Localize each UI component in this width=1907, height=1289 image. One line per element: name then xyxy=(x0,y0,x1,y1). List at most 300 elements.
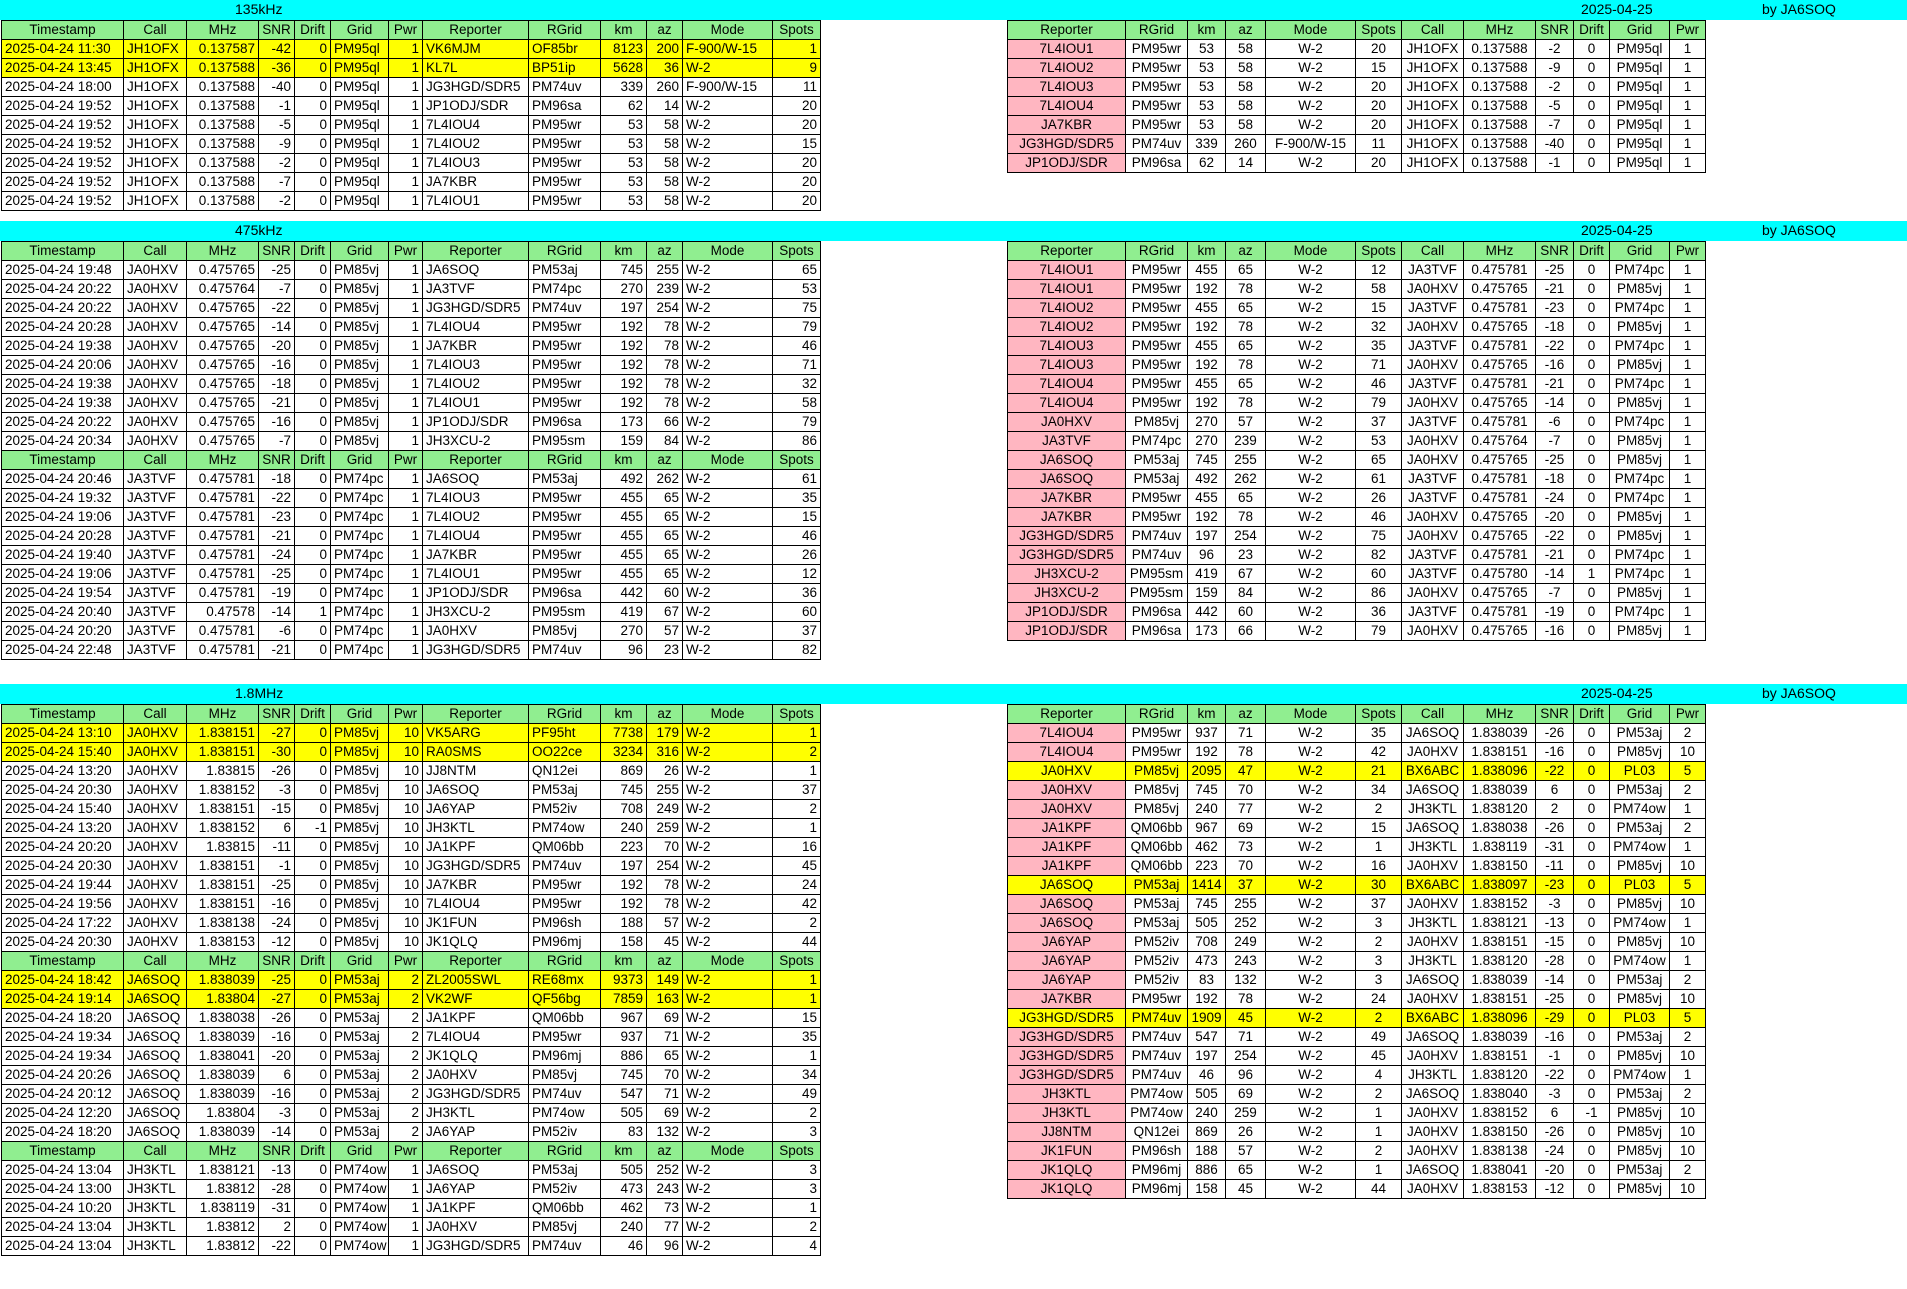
cell[interactable]: 0.475765 xyxy=(1464,394,1536,413)
column-header[interactable]: Call xyxy=(1402,21,1464,40)
cell[interactable]: PM74uv xyxy=(529,1237,601,1256)
cell[interactable]: 455 xyxy=(1188,337,1226,356)
cell[interactable]: 0 xyxy=(295,173,331,192)
cell[interactable]: 0.475765 xyxy=(187,432,259,451)
cell[interactable]: 26 xyxy=(1356,489,1402,508)
cell[interactable]: 0 xyxy=(295,78,331,97)
cell[interactable]: 0.475765 xyxy=(1464,508,1536,527)
column-header[interactable]: Mode xyxy=(683,952,773,971)
cell[interactable]: JA0HXV xyxy=(124,394,187,413)
cell[interactable]: 1 xyxy=(389,40,423,59)
cell[interactable]: PM74pc xyxy=(1610,413,1670,432)
cell[interactable]: 86 xyxy=(773,432,821,451)
cell[interactable]: JA0HXV xyxy=(1402,394,1464,413)
cell[interactable]: 0 xyxy=(295,97,331,116)
cell[interactable]: JA0HXV xyxy=(1402,318,1464,337)
cell[interactable]: PM85vj xyxy=(1610,527,1670,546)
cell[interactable]: PM85vj xyxy=(331,762,389,781)
cell[interactable]: PM74ow xyxy=(331,1218,389,1237)
cell[interactable]: 1 xyxy=(1670,1066,1706,1085)
cell[interactable]: 1.838039 xyxy=(187,1123,259,1142)
cell[interactable]: 0 xyxy=(1574,546,1610,565)
cell[interactable]: 36 xyxy=(647,59,683,78)
cell[interactable]: PM96mj xyxy=(529,933,601,952)
cell[interactable]: 78 xyxy=(647,876,683,895)
cell[interactable]: W-2 xyxy=(1266,724,1356,743)
cell[interactable]: W-2 xyxy=(683,154,773,173)
cell[interactable]: JA6SOQ xyxy=(423,261,529,280)
cell[interactable]: 0 xyxy=(295,1028,331,1047)
cell[interactable]: 2025-04-24 20:28 xyxy=(2,527,124,546)
cell[interactable]: 1 xyxy=(1670,394,1706,413)
cell[interactable]: 149 xyxy=(647,971,683,990)
cell[interactable]: 7L4IOU3 xyxy=(423,154,529,173)
cell[interactable]: 0 xyxy=(295,413,331,432)
cell[interactable]: 8123 xyxy=(601,40,647,59)
cell[interactable]: W-2 xyxy=(683,59,773,78)
cell[interactable]: JH1OFX xyxy=(124,116,187,135)
cell[interactable]: PM74uv xyxy=(1126,135,1188,154)
cell[interactable]: 10 xyxy=(389,724,423,743)
cell[interactable]: 6 xyxy=(259,1066,295,1085)
cell[interactable]: 1.838151 xyxy=(187,895,259,914)
cell[interactable]: 7L4IOU3 xyxy=(1008,356,1126,375)
cell[interactable]: PM95wr xyxy=(1126,990,1188,1009)
column-header[interactable]: km xyxy=(601,952,647,971)
cell[interactable]: 7L4IOU3 xyxy=(423,489,529,508)
cell[interactable]: PM53aj xyxy=(331,971,389,990)
cell[interactable]: 1.838120 xyxy=(1464,1066,1536,1085)
column-header[interactable]: MHz xyxy=(187,451,259,470)
cell[interactable]: 0 xyxy=(1574,990,1610,1009)
cell[interactable]: 254 xyxy=(647,299,683,318)
cell[interactable]: 2025-04-24 19:40 xyxy=(2,546,124,565)
column-header[interactable]: SNR xyxy=(1536,705,1574,724)
cell[interactable]: JG3HGD/SDR5 xyxy=(423,78,529,97)
cell[interactable]: 0 xyxy=(1574,299,1610,318)
cell[interactable]: JH3KTL xyxy=(1402,1066,1464,1085)
cell[interactable]: 197 xyxy=(601,299,647,318)
cell[interactable]: PM96sa xyxy=(1126,154,1188,173)
cell[interactable]: 1 xyxy=(1670,451,1706,470)
cell[interactable]: JP1ODJ/SDR xyxy=(1008,622,1126,641)
cell[interactable]: W-2 xyxy=(1266,1047,1356,1066)
column-header[interactable]: Drift xyxy=(295,21,331,40)
cell[interactable]: PM85vj xyxy=(331,724,389,743)
cell[interactable]: PM52iv xyxy=(529,1123,601,1142)
cell[interactable]: 192 xyxy=(601,375,647,394)
cell[interactable]: 0 xyxy=(1574,838,1610,857)
cell[interactable]: PM52iv xyxy=(1126,971,1188,990)
cell[interactable]: PM74ow xyxy=(1610,800,1670,819)
cell[interactable]: 0.475781 xyxy=(1464,489,1536,508)
cell[interactable]: W-2 xyxy=(683,1161,773,1180)
cell[interactable]: 46 xyxy=(1356,508,1402,527)
cell[interactable]: 7L4IOU1 xyxy=(1008,40,1126,59)
cell[interactable]: JA0HXV xyxy=(124,280,187,299)
column-header[interactable]: Drift xyxy=(295,952,331,971)
column-header[interactable]: RGrid xyxy=(1126,21,1188,40)
cell[interactable]: PM85vj xyxy=(1126,413,1188,432)
column-header[interactable]: Drift xyxy=(1574,242,1610,261)
cell[interactable]: 60 xyxy=(1226,603,1266,622)
cell[interactable]: PM53aj xyxy=(331,1047,389,1066)
cell[interactable]: 0 xyxy=(1574,1028,1610,1047)
cell[interactable]: PM74pc xyxy=(1610,261,1670,280)
cell[interactable]: 7L4IOU2 xyxy=(1008,299,1126,318)
cell[interactable]: JA3TVF xyxy=(124,641,187,660)
cell[interactable]: 10 xyxy=(1670,1104,1706,1123)
cell[interactable]: 1 xyxy=(389,280,423,299)
cell[interactable]: 2 xyxy=(389,971,423,990)
cell[interactable]: 62 xyxy=(601,97,647,116)
cell[interactable]: JA0HXV xyxy=(1402,1180,1464,1199)
column-header[interactable]: RGrid xyxy=(1126,705,1188,724)
cell[interactable]: 7L4IOU4 xyxy=(1008,97,1126,116)
cell[interactable]: JA7KBR xyxy=(1008,990,1126,1009)
column-header[interactable]: Grid xyxy=(331,1142,389,1161)
cell[interactable]: -26 xyxy=(1536,819,1574,838)
cell[interactable]: 240 xyxy=(601,1218,647,1237)
cell[interactable]: 1.838119 xyxy=(1464,838,1536,857)
cell[interactable]: 2 xyxy=(1670,724,1706,743)
cell[interactable]: 2025-04-24 19:52 xyxy=(2,154,124,173)
cell[interactable]: 547 xyxy=(601,1085,647,1104)
cell[interactable]: PM85vj xyxy=(529,1066,601,1085)
cell[interactable]: 15 xyxy=(773,508,821,527)
cell[interactable]: 35 xyxy=(773,489,821,508)
cell[interactable]: 0.137588 xyxy=(187,192,259,211)
cell[interactable]: -7 xyxy=(259,280,295,299)
cell[interactable]: 96 xyxy=(1188,546,1226,565)
cell[interactable]: 20 xyxy=(773,154,821,173)
cell[interactable]: 83 xyxy=(601,1123,647,1142)
column-header[interactable]: Timestamp xyxy=(2,705,124,724)
cell[interactable]: 71 xyxy=(773,356,821,375)
cell[interactable]: -2 xyxy=(1536,40,1574,59)
column-header[interactable]: Mode xyxy=(683,705,773,724)
cell[interactable]: 0 xyxy=(1574,508,1610,527)
column-header[interactable]: Drift xyxy=(295,1142,331,1161)
cell[interactable]: 2025-04-24 19:38 xyxy=(2,375,124,394)
cell[interactable]: PM74ow xyxy=(1126,1104,1188,1123)
cell[interactable]: W-2 xyxy=(1266,895,1356,914)
cell[interactable]: 65 xyxy=(647,489,683,508)
cell[interactable]: 46 xyxy=(773,527,821,546)
cell[interactable]: 1.838152 xyxy=(1464,1104,1536,1123)
cell[interactable]: 7L4IOU1 xyxy=(423,394,529,413)
cell[interactable]: JH3KTL xyxy=(124,1161,187,1180)
cell[interactable]: 78 xyxy=(647,356,683,375)
cell[interactable]: 5 xyxy=(1670,1009,1706,1028)
cell[interactable]: F-900/W-15 xyxy=(1266,135,1356,154)
cell[interactable]: 0 xyxy=(295,337,331,356)
cell[interactable]: 192 xyxy=(1188,990,1226,1009)
cell[interactable]: 1 xyxy=(389,1180,423,1199)
cell[interactable]: JA0HXV xyxy=(1008,762,1126,781)
cell[interactable]: 2025-04-24 10:20 xyxy=(2,1199,124,1218)
cell[interactable]: 46 xyxy=(1188,1066,1226,1085)
cell[interactable]: -31 xyxy=(1536,838,1574,857)
cell[interactable]: PM96sa xyxy=(529,97,601,116)
cell[interactable]: 1.838041 xyxy=(187,1047,259,1066)
cell[interactable]: 1 xyxy=(389,59,423,78)
column-header[interactable]: RGrid xyxy=(1126,242,1188,261)
cell[interactable]: JH3KTL xyxy=(423,819,529,838)
cell[interactable]: 78 xyxy=(647,895,683,914)
cell[interactable]: W-2 xyxy=(1266,933,1356,952)
cell[interactable]: 58 xyxy=(1356,280,1402,299)
cell[interactable]: 0 xyxy=(295,1218,331,1237)
column-header[interactable]: Pwr xyxy=(389,451,423,470)
cell[interactable]: 0 xyxy=(1574,489,1610,508)
cell[interactable]: 58 xyxy=(647,154,683,173)
cell[interactable]: W-2 xyxy=(683,876,773,895)
column-header[interactable]: Drift xyxy=(295,242,331,261)
cell[interactable]: JG3HGD/SDR5 xyxy=(423,1237,529,1256)
cell[interactable]: PM85vj xyxy=(331,394,389,413)
cell[interactable]: JA6SOQ xyxy=(423,470,529,489)
cell[interactable]: -20 xyxy=(259,1047,295,1066)
cell[interactable]: 192 xyxy=(1188,280,1226,299)
cell[interactable]: W-2 xyxy=(1266,838,1356,857)
cell[interactable]: PM74uv xyxy=(1126,546,1188,565)
cell[interactable]: -23 xyxy=(1536,876,1574,895)
cell[interactable]: 53 xyxy=(601,192,647,211)
cell[interactable]: 1 xyxy=(389,97,423,116)
cell[interactable]: 57 xyxy=(1226,1142,1266,1161)
cell[interactable]: 7L4IOU4 xyxy=(1008,394,1126,413)
cell[interactable]: 197 xyxy=(1188,1047,1226,1066)
column-header[interactable]: az xyxy=(647,21,683,40)
cell[interactable]: -23 xyxy=(1536,299,1574,318)
cell[interactable]: 0 xyxy=(295,432,331,451)
cell[interactable]: PM95wr xyxy=(1126,78,1188,97)
column-header[interactable]: MHz xyxy=(1464,705,1536,724)
cell[interactable]: 0 xyxy=(295,527,331,546)
cell[interactable]: 23 xyxy=(647,641,683,660)
cell[interactable]: 0.475781 xyxy=(1464,603,1536,622)
cell[interactable]: 339 xyxy=(1188,135,1226,154)
cell[interactable]: W-2 xyxy=(683,337,773,356)
column-header[interactable]: km xyxy=(601,21,647,40)
cell[interactable]: W-2 xyxy=(1266,1180,1356,1199)
cell[interactable]: 0.475781 xyxy=(1464,261,1536,280)
cell[interactable]: 270 xyxy=(601,280,647,299)
cell[interactable]: 79 xyxy=(1356,394,1402,413)
cell[interactable]: W-2 xyxy=(1266,1085,1356,1104)
cell[interactable]: PM74uv xyxy=(529,78,601,97)
cell[interactable]: JA0HXV xyxy=(124,819,187,838)
cell[interactable]: 2025-04-24 19:48 xyxy=(2,261,124,280)
cell[interactable]: PM74pc xyxy=(1610,565,1670,584)
cell[interactable]: JA6SOQ xyxy=(124,990,187,1009)
cell[interactable]: 0 xyxy=(1574,762,1610,781)
cell[interactable]: PM74pc xyxy=(1610,489,1670,508)
cell[interactable]: 270 xyxy=(601,622,647,641)
cell[interactable]: 86 xyxy=(1356,584,1402,603)
cell[interactable]: JA6SOQ xyxy=(124,1104,187,1123)
cell[interactable]: 2025-04-24 19:14 xyxy=(2,990,124,1009)
cell[interactable]: JA3TVF xyxy=(124,489,187,508)
cell[interactable]: 0 xyxy=(1574,527,1610,546)
cell[interactable]: 1 xyxy=(389,622,423,641)
cell[interactable]: 260 xyxy=(647,78,683,97)
cell[interactable]: 2025-04-24 17:22 xyxy=(2,914,124,933)
cell[interactable]: W-2 xyxy=(683,1009,773,1028)
cell[interactable]: 0.475765 xyxy=(187,337,259,356)
cell[interactable]: 0 xyxy=(295,1237,331,1256)
cell[interactable]: 4 xyxy=(773,1237,821,1256)
cell[interactable]: -25 xyxy=(259,876,295,895)
cell[interactable]: JA0HXV xyxy=(124,876,187,895)
cell[interactable]: PM95wr xyxy=(1126,59,1188,78)
cell[interactable]: JA0HXV xyxy=(124,261,187,280)
cell[interactable]: 15 xyxy=(1356,59,1402,78)
cell[interactable]: JA0HXV xyxy=(124,356,187,375)
cell[interactable]: 192 xyxy=(1188,743,1226,762)
cell[interactable]: PM95ql xyxy=(331,78,389,97)
cell[interactable]: 0.137588 xyxy=(187,135,259,154)
cell[interactable]: 745 xyxy=(1188,781,1226,800)
cell[interactable]: W-2 xyxy=(1266,990,1356,1009)
cell[interactable]: 20 xyxy=(773,116,821,135)
cell[interactable]: W-2 xyxy=(683,914,773,933)
cell[interactable]: 1.838151 xyxy=(187,743,259,762)
cell[interactable]: VK2WF xyxy=(423,990,529,1009)
cell[interactable]: 44 xyxy=(1356,1180,1402,1199)
column-header[interactable]: Drift xyxy=(295,705,331,724)
cell[interactable]: 21 xyxy=(1356,762,1402,781)
cell[interactable]: JA6YAP xyxy=(1008,971,1126,990)
cell[interactable]: PM95wr xyxy=(1126,40,1188,59)
cell[interactable]: JA7KBR xyxy=(423,173,529,192)
cell[interactable]: PM53aj xyxy=(1610,724,1670,743)
cell[interactable]: QM06bb xyxy=(1126,857,1188,876)
cell[interactable]: JA1KPF xyxy=(1008,838,1126,857)
cell[interactable]: 35 xyxy=(1356,337,1402,356)
cell[interactable]: KL7L xyxy=(423,59,529,78)
cell[interactable]: 0 xyxy=(1574,116,1610,135)
cell[interactable]: 0.47578 xyxy=(187,603,259,622)
cell[interactable]: PM95wr xyxy=(529,116,601,135)
cell[interactable]: 6 xyxy=(1536,781,1574,800)
cell[interactable]: W-2 xyxy=(683,584,773,603)
cell[interactable]: 16 xyxy=(1356,857,1402,876)
cell[interactable]: 0 xyxy=(1574,584,1610,603)
cell[interactable]: VK6MJM xyxy=(423,40,529,59)
cell[interactable]: 2025-04-24 13:00 xyxy=(2,1180,124,1199)
cell[interactable]: 1 xyxy=(773,40,821,59)
cell[interactable]: 158 xyxy=(601,933,647,952)
cell[interactable]: PM95ql xyxy=(1610,97,1670,116)
cell[interactable]: 2025-04-24 13:20 xyxy=(2,819,124,838)
cell[interactable]: 259 xyxy=(1226,1104,1266,1123)
cell[interactable]: PM95wr xyxy=(1126,116,1188,135)
cell[interactable]: 7L4IOU4 xyxy=(1008,743,1126,762)
cell[interactable]: PM96sa xyxy=(1126,603,1188,622)
cell[interactable]: JA6SOQ xyxy=(124,1085,187,1104)
column-header[interactable]: RGrid xyxy=(529,952,601,971)
cell[interactable]: PM74ow xyxy=(1610,952,1670,971)
cell[interactable]: -21 xyxy=(259,394,295,413)
cell[interactable]: W-2 xyxy=(683,603,773,622)
cell[interactable]: 2025-04-24 22:48 xyxy=(2,641,124,660)
cell[interactable]: JA7KBR xyxy=(1008,508,1126,527)
cell[interactable]: JH1OFX xyxy=(1402,59,1464,78)
cell[interactable]: 0 xyxy=(295,1104,331,1123)
cell[interactable]: 0.475765 xyxy=(1464,356,1536,375)
column-header[interactable]: SNR xyxy=(259,1142,295,1161)
cell[interactable]: 0 xyxy=(295,914,331,933)
cell[interactable]: 65 xyxy=(1356,451,1402,470)
cell[interactable]: -21 xyxy=(259,641,295,660)
cell[interactable]: 886 xyxy=(1188,1161,1226,1180)
cell[interactable]: PM95wr xyxy=(1126,724,1188,743)
column-header[interactable]: Reporter xyxy=(423,451,529,470)
cell[interactable]: 2 xyxy=(773,914,821,933)
cell[interactable]: JA6SOQ xyxy=(124,1123,187,1142)
cell[interactable]: OO22ce xyxy=(529,743,601,762)
cell[interactable]: JA7KBR xyxy=(423,546,529,565)
cell[interactable]: PM53aj xyxy=(529,470,601,489)
cell[interactable]: 7L4IOU2 xyxy=(1008,59,1126,78)
cell[interactable]: 2025-04-24 20:40 xyxy=(2,603,124,622)
cell[interactable]: 66 xyxy=(1226,622,1266,641)
cell[interactable]: PM85vj xyxy=(331,337,389,356)
cell[interactable]: PM85vj xyxy=(331,895,389,914)
cell[interactable]: PM95ql xyxy=(331,173,389,192)
cell[interactable]: W-2 xyxy=(1266,40,1356,59)
cell[interactable]: 547 xyxy=(1188,1028,1226,1047)
cell[interactable]: QM06bb xyxy=(529,1199,601,1218)
cell[interactable]: PM74uv xyxy=(529,1085,601,1104)
cell[interactable]: -20 xyxy=(259,337,295,356)
cell[interactable]: 173 xyxy=(601,413,647,432)
cell[interactable]: 1 xyxy=(389,546,423,565)
cell[interactable]: 37 xyxy=(1356,895,1402,914)
cell[interactable]: 2 xyxy=(1670,819,1706,838)
cell[interactable]: 58 xyxy=(1226,59,1266,78)
cell[interactable]: 73 xyxy=(647,1199,683,1218)
cell[interactable]: JH1OFX xyxy=(124,78,187,97)
cell[interactable]: JA6SOQ xyxy=(1008,451,1126,470)
cell[interactable]: W-2 xyxy=(1266,394,1356,413)
cell[interactable]: JA3TVF xyxy=(1008,432,1126,451)
cell[interactable]: 84 xyxy=(647,432,683,451)
cell[interactable]: JG3HGD/SDR5 xyxy=(1008,1009,1126,1028)
cell[interactable]: -22 xyxy=(1536,337,1574,356)
cell[interactable]: 82 xyxy=(1356,546,1402,565)
cell[interactable]: 1.838038 xyxy=(187,1009,259,1028)
cell[interactable]: PM53aj xyxy=(1610,781,1670,800)
cell[interactable]: 2025-04-24 19:52 xyxy=(2,192,124,211)
cell[interactable]: W-2 xyxy=(1266,432,1356,451)
cell[interactable]: 47 xyxy=(1226,762,1266,781)
cell[interactable]: PL03 xyxy=(1610,762,1670,781)
column-header[interactable]: az xyxy=(647,451,683,470)
cell[interactable]: 45 xyxy=(1356,1047,1402,1066)
cell[interactable]: 2025-04-24 19:52 xyxy=(2,173,124,192)
cell[interactable]: PM74uv xyxy=(1126,527,1188,546)
cell[interactable]: 967 xyxy=(601,1009,647,1028)
cell[interactable]: 53 xyxy=(601,116,647,135)
cell[interactable]: 2025-04-24 15:40 xyxy=(2,800,124,819)
cell[interactable]: JA6SOQ xyxy=(1008,914,1126,933)
cell[interactable]: JA3TVF xyxy=(124,603,187,622)
cell[interactable]: W-2 xyxy=(683,1104,773,1123)
cell[interactable]: 73 xyxy=(1226,838,1266,857)
